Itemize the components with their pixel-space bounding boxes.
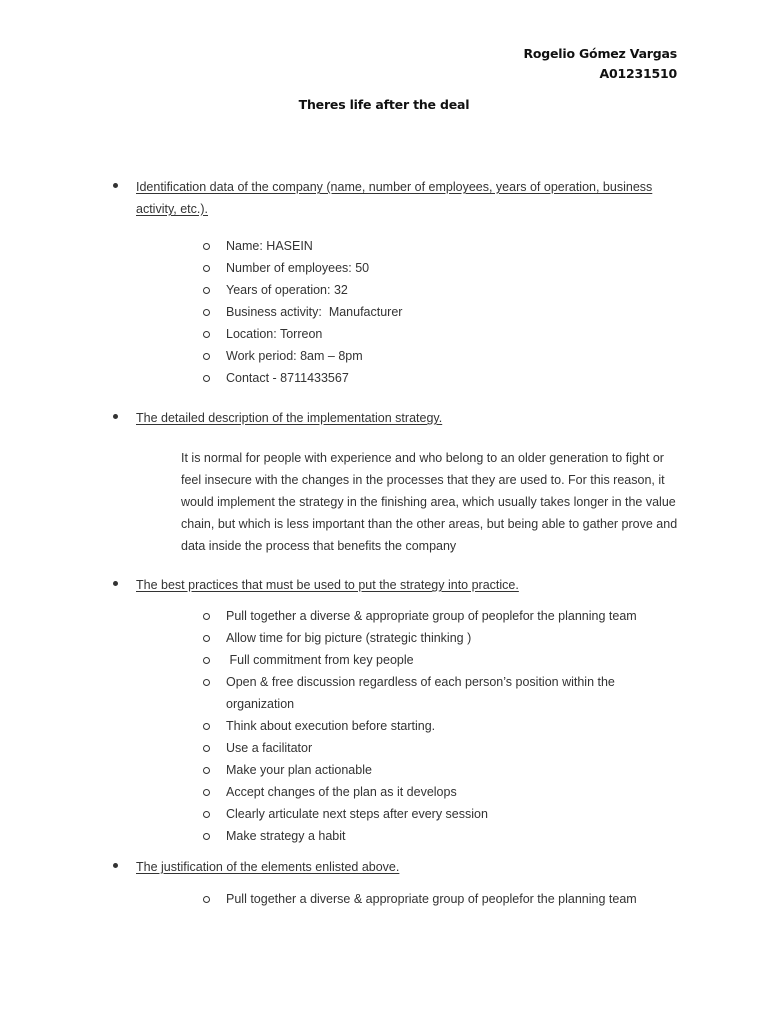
list-item: Use a facilitator (203, 737, 683, 759)
list-item: Make strategy a habit (203, 825, 683, 847)
section-heading-justification: The justification of the elements enlisted above. (136, 860, 400, 874)
list-item: Pull together a diverse & appropriate group of peoplefor the planning team (203, 605, 683, 627)
circle-bullet-icon (203, 331, 210, 338)
circle-bullet-icon (203, 745, 210, 752)
section-heading-strategy: The detailed description of the implementation strategy. (136, 411, 443, 425)
circle-bullet-icon (203, 811, 210, 818)
list-item: Clearly articulate next steps after every session (203, 803, 683, 825)
list-item: Open & free discussion regardless of each person’s position within the organization (203, 671, 683, 715)
circle-bullet-icon (203, 833, 210, 840)
circle-bullet-icon (203, 309, 210, 316)
bullet-icon (113, 581, 118, 586)
circle-bullet-icon (203, 265, 210, 272)
author-name: Rogelio Gómez Vargas (523, 46, 677, 61)
circle-bullet-icon (203, 679, 210, 686)
list-item: Years of operation: 32 (203, 279, 683, 301)
circle-bullet-icon (203, 353, 210, 360)
best-practices-list (203, 605, 683, 847)
circle-bullet-icon (203, 375, 210, 382)
list-item: Work period: 8am – 8pm (203, 345, 683, 367)
list-item: Number of employees: 50 (203, 257, 683, 279)
section-heading-best-practices: The best practices that must be used to put the strategy into practice. (136, 578, 519, 592)
circle-bullet-icon (203, 896, 210, 903)
list-item: Think about execution before starting. (203, 715, 683, 737)
bullet-icon (113, 863, 118, 868)
list-item: Make your plan actionable (203, 759, 683, 781)
bullet-icon (113, 183, 118, 188)
circle-bullet-icon (203, 613, 210, 620)
list-item: Pull together a diverse & appropriate group of peoplefor the planning team (203, 888, 683, 910)
list-item: Business activity: Manufacturer (203, 301, 683, 323)
circle-bullet-icon (203, 635, 210, 642)
circle-bullet-icon (203, 243, 210, 250)
justification-list (203, 888, 683, 910)
document-title: Theres life after the deal (298, 97, 470, 112)
circle-bullet-icon (203, 287, 210, 294)
list-item: Allow time for big picture (strategic thinking ) (203, 627, 683, 649)
circle-bullet-icon (203, 657, 210, 664)
list-item: Contact - 8711433567 (203, 367, 683, 389)
circle-bullet-icon (203, 789, 210, 796)
list-item: Accept changes of the plan as it develops (203, 781, 683, 803)
list-item: Name: HASEIN (203, 235, 683, 257)
company-data-list (203, 235, 683, 389)
section-heading-identification: Identification data of the company (name, number of employees, years of operation, business activity, etc.). (136, 180, 653, 216)
list-item: Full commitment from key people (203, 649, 683, 671)
circle-bullet-icon (203, 723, 210, 730)
strategy-paragraph: It is normal for people with experience and who belong to an older generation to fight or feel insecure with the changes in the processes that they are used to. For this reason, it would implement the strategy in the finishing area, which usually takes longer in the value chain, but which is less important than the other areas, but being able to gather prove and data inside the process that benefits the company (181, 451, 678, 553)
circle-bullet-icon (203, 767, 210, 774)
list-item: Location: Torreon (203, 323, 683, 345)
student-id: A01231510 (599, 66, 677, 81)
bullet-icon (113, 414, 118, 419)
